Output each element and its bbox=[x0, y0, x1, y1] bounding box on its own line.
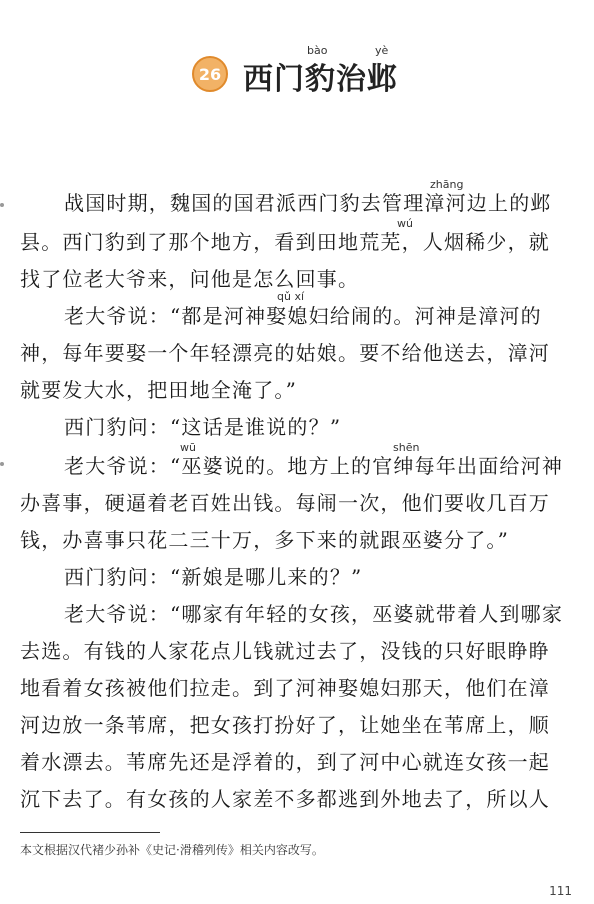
text-line: 神，每年要娶一个年轻漂亮的姑娘。要不给他送去，漳河 bbox=[20, 341, 550, 365]
margin-dot bbox=[0, 462, 4, 466]
text-line: 钱，办喜事只花二三十万，多下来的就跟巫婆分了。” bbox=[20, 528, 510, 552]
page-number: 111 bbox=[549, 884, 572, 898]
text-line: 县。西门豹到了那个地方，看到田地荒芜，人烟稀少，就 bbox=[20, 230, 550, 254]
title-pinyin-bao: bào bbox=[307, 44, 328, 57]
footnote-divider bbox=[20, 832, 160, 833]
text-line: 就要发大水，把田地全淹了。” bbox=[20, 378, 298, 402]
text-line: 找了位老大爷来，问他是怎么回事。 bbox=[20, 267, 360, 291]
text-line: 地看着女孩被他们拉走。到了河神娶媳妇那天，他们在漳 bbox=[20, 676, 550, 700]
pinyin-wu-witch: wū bbox=[180, 441, 196, 454]
lesson-number-badge: 26 bbox=[192, 56, 228, 92]
pinyin-shen: shēn bbox=[393, 441, 420, 454]
text-line: 着水漂去。苇席先还是浮着的，到了河中心就连女孩一起 bbox=[20, 750, 550, 774]
title-pinyin-ye: yè bbox=[375, 44, 389, 57]
footnote: 本文根据汉代褚少孙补《史记·滑稽列传》相关内容改写。 bbox=[20, 843, 324, 857]
margin-dot bbox=[0, 203, 4, 207]
text-line: 战国时期，魏国的国君派西门豹去管理漳河边上的邺 bbox=[64, 191, 552, 215]
pinyin-wu: wú bbox=[397, 217, 413, 230]
text-line: 西门豹问：“这话是谁说的？” bbox=[64, 415, 342, 439]
pinyin-zhang: zhāng bbox=[430, 178, 464, 191]
text-line: 老大爷说：“巫婆说的。地方上的官绅每年出面给河神 bbox=[64, 454, 564, 478]
text-line: 老大爷说：“都是河神娶媳妇给闹的。河神是漳河的 bbox=[64, 304, 542, 328]
text-line: 河边放一条苇席，把女孩打扮好了，让她坐在苇席上，顺 bbox=[20, 713, 550, 737]
text-line: 老大爷说：“哪家有年轻的女孩，巫婆就带着人到哪家 bbox=[64, 602, 564, 626]
text-line: 沉下去了。有女孩的人家差不多都逃到外地去了，所以人 bbox=[20, 787, 550, 811]
text-line: 去选。有钱的人家花点儿钱就过去了，没钱的只好眼睁睁 bbox=[20, 639, 550, 663]
text-line: 西门豹问：“新娘是哪儿来的？” bbox=[64, 565, 363, 589]
text-line: 办喜事，硬逼着老百姓出钱。每闹一次，他们要收几百万 bbox=[20, 491, 550, 515]
lesson-header bbox=[0, 40, 594, 100]
pinyin-quxi: qǔ xí bbox=[277, 290, 305, 303]
lesson-title: 西门豹治邺 bbox=[243, 62, 398, 97]
